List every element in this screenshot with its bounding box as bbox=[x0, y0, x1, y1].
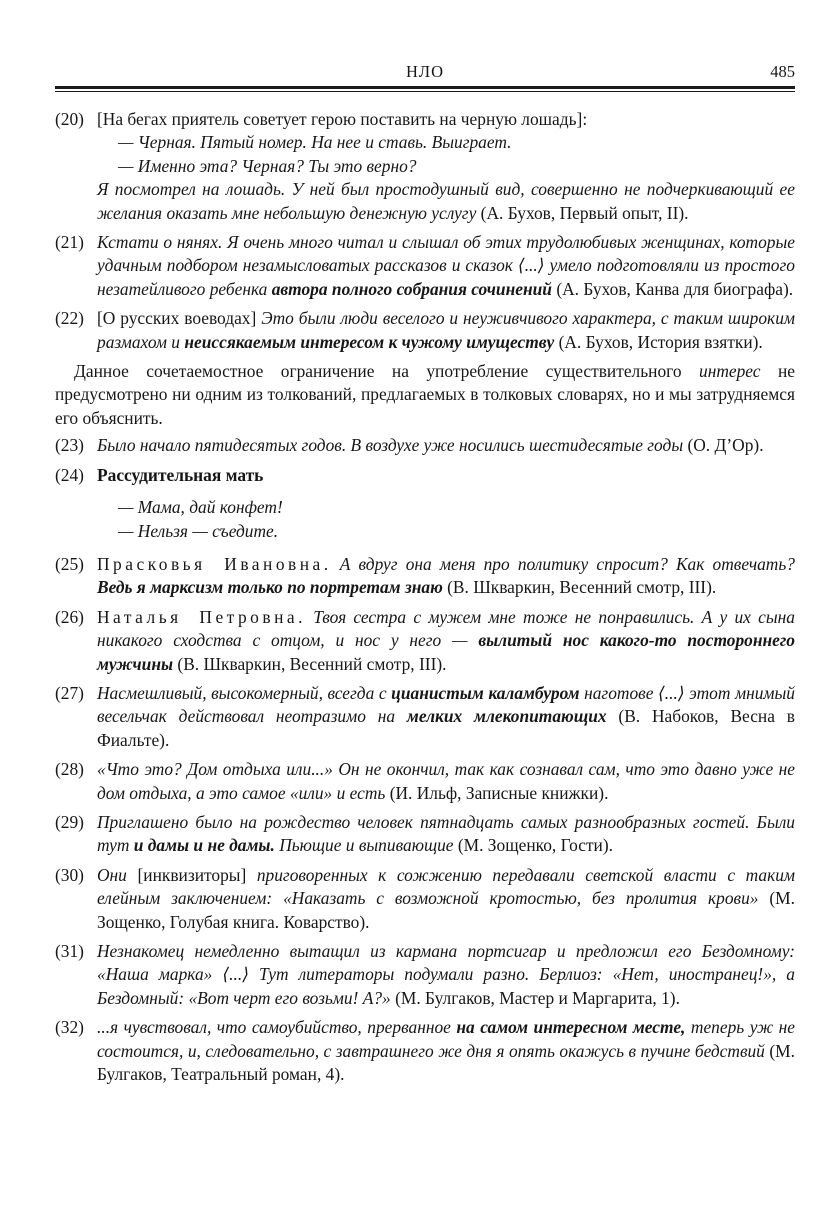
text-run: (А. Бухов, Канва для биографа). bbox=[556, 278, 794, 299]
running-title: НЛО bbox=[405, 62, 445, 81]
text-run: автора полного собрания сочинений bbox=[271, 278, 557, 299]
text-run: (А. Бухов, История взятки). bbox=[558, 331, 763, 352]
text-run: (М. Зощенко, Гости). bbox=[457, 835, 614, 856]
numbered-example bbox=[55, 464, 795, 543]
text-run: — Мама, дай конфет! bbox=[118, 497, 283, 518]
example-number: (32) bbox=[55, 1017, 84, 1038]
example-text bbox=[97, 864, 795, 934]
text-run: Прасковья Ивановна. bbox=[97, 553, 332, 574]
example-text bbox=[97, 682, 795, 752]
text-run: — Черная. Пятый номер. На нее и ставь. Выиграет. bbox=[118, 132, 512, 153]
text-run: на самом интересном месте, bbox=[456, 1017, 691, 1038]
example-text bbox=[97, 108, 795, 131]
example-number: (31) bbox=[55, 941, 84, 961]
numbered-example bbox=[55, 307, 795, 354]
text-run: — Нельзя — съедите. bbox=[118, 520, 279, 541]
text-run: Твоя сестра с мужем мне тоже не понравились. А у их сына никакого сходства с отцом, и нос у него — bbox=[97, 606, 795, 651]
example-text bbox=[97, 464, 795, 487]
example-text bbox=[97, 940, 795, 1010]
text-run: интерес bbox=[699, 361, 761, 382]
example-number: (28) bbox=[55, 759, 84, 780]
example-number: (29) bbox=[55, 811, 84, 832]
header-rule bbox=[55, 86, 795, 92]
dialog-line bbox=[97, 520, 795, 543]
text-run: «Что это? Дом отдыха или...» Он не окончил, так как сознавал сам, что это давно уже не дом отдыха, а это самое «или» и есть bbox=[97, 759, 795, 803]
text-run: Пьющие и выпивающие bbox=[279, 835, 458, 856]
numbered-example bbox=[55, 758, 795, 805]
text-run: неиссякаемым интересом к чужому имуществу bbox=[184, 331, 559, 352]
text-run: (М. Булгаков, Театральный роман, 4). bbox=[97, 1040, 795, 1085]
text-run: не предусмотрено ни одним из толкований, предлагаемых в толковых словарях, но и мы затрудняемся его объяснить. bbox=[55, 361, 795, 428]
example-number: (27) bbox=[55, 682, 84, 703]
text-run: (М. Зощенко, Голубая книга. Коварство). bbox=[97, 888, 795, 932]
text-run: (И. Ильф, Записные книжки). bbox=[389, 782, 609, 803]
dialog-line bbox=[97, 155, 795, 178]
numbered-example bbox=[55, 553, 795, 600]
content bbox=[55, 108, 795, 1086]
numbered-example bbox=[55, 108, 795, 225]
page-number: 485 bbox=[770, 62, 795, 81]
example-text bbox=[97, 1016, 795, 1086]
text-run: Приглашено было на рождество человек пятнадцать самых разнообразных гостей. Были тут bbox=[97, 811, 795, 856]
text-run: теперь уж не состоится, и, следовательно, с завтрашнего же дня я опять окажусь в пучине бедствий bbox=[97, 1017, 795, 1061]
text-run: Было начало пятидесятых годов. В воздухе уже носились шестидесятые годы bbox=[97, 435, 688, 456]
example-number: (26) bbox=[55, 606, 84, 627]
text-run: ...я чувствовал, что самоубийство, прерванное bbox=[97, 1017, 457, 1038]
text-run: А вдруг она меня про политику спросит? Как отвечать? bbox=[331, 553, 795, 574]
text-run: наготове ⟨...⟩ этот мнимый весельчак действовал неотразимо на bbox=[97, 682, 795, 727]
example-text bbox=[97, 178, 795, 225]
text-run: [На бегах приятель советует герою поставить на черную лошадь]: bbox=[97, 109, 588, 129]
example-number: (24) bbox=[55, 464, 84, 485]
example-number: (21) bbox=[55, 232, 84, 253]
dialog-line bbox=[97, 131, 795, 154]
numbered-example bbox=[55, 811, 795, 858]
text-run: [О русских воеводах] bbox=[97, 308, 262, 329]
example-text bbox=[97, 553, 795, 600]
numbered-example bbox=[55, 682, 795, 752]
text-run: Ведь я марксизм только по портретам знаю bbox=[97, 577, 448, 598]
text-run: Данное сочетаемостное ограничение на употребление существительного bbox=[74, 361, 699, 382]
example-number: (30) bbox=[55, 864, 84, 885]
text-run: Это были люди веселого и неуживчивого характера, с таким широким размахом и bbox=[97, 308, 795, 352]
example-number: (23) bbox=[55, 435, 84, 456]
text-run: (А. Бухов, Первый опыт, II). bbox=[480, 202, 689, 223]
text-run: Они bbox=[97, 864, 138, 885]
example-text bbox=[55, 360, 795, 430]
example-number: (20) bbox=[55, 109, 84, 129]
numbered-example bbox=[55, 606, 795, 676]
example-number: (25) bbox=[55, 553, 84, 574]
numbered-example bbox=[55, 231, 795, 301]
text-run: (М. Булгаков, Мастер и Маргарита, 1). bbox=[395, 987, 680, 1008]
text-run: Незнакомец немедленно вытащил из кармана портсигар и предложил его Бездомному: «Наша марка» ⟨...⟩ Тут литераторы подумали разно. Берлиоз: «Нет, иностранец!», а Бездомный: «Вот черт его возьми! А?» bbox=[97, 941, 795, 1008]
text-run: и дамы и не дамы. bbox=[133, 835, 280, 856]
numbered-example bbox=[55, 1016, 795, 1086]
numbered-example bbox=[55, 864, 795, 934]
text-run: мелких млекопитающих bbox=[406, 706, 619, 727]
text-run: (В. Шкваркин, Весенний смотр, III). bbox=[177, 653, 447, 674]
text-run: Я посмотрел на лошадь. У ней был простодушный вид, совершенно не подчеркивающий ее желания оказать мне небольшую денежную услугу bbox=[97, 179, 795, 223]
text-run: Кстати о нянях. Я очень много читал и слышал об этих трудолюбивых женщинах, которые удачным подбором незамысловатых рассказов и сказок ⟨...⟩ умело подготовляли из простого незатейливого ребенка bbox=[97, 232, 795, 299]
example-text bbox=[97, 758, 795, 805]
dialog-line bbox=[97, 496, 795, 519]
numbered-example bbox=[55, 940, 795, 1010]
example-text bbox=[97, 606, 795, 676]
intro-paragraph bbox=[55, 360, 795, 430]
example-text bbox=[97, 307, 795, 354]
example-number: (22) bbox=[55, 308, 84, 329]
text-run: Наталья Петровна. bbox=[97, 606, 306, 627]
text-run: Насмешливый, высокомерный, всегда с bbox=[97, 682, 392, 703]
text-run: (В. Шкваркин, Весенний смотр, III). bbox=[447, 577, 717, 598]
text-run: (О. Д’Ор). bbox=[687, 435, 764, 456]
text-run: цианистым каламбуром bbox=[391, 682, 585, 703]
text-run: вылитый нос какого-то постороннего мужчины bbox=[97, 630, 795, 674]
running-head bbox=[55, 62, 795, 84]
example-text bbox=[97, 231, 795, 301]
text-run: [инквизиторы] bbox=[137, 864, 257, 885]
text-run: (В. Набоков, Весна в Фиальте). bbox=[97, 706, 795, 750]
numbered-example bbox=[55, 434, 795, 457]
text-run: Рассудительная мать bbox=[97, 464, 264, 485]
text-run: — Именно эта? Черная? Ты это верно? bbox=[118, 155, 417, 176]
example-text bbox=[97, 434, 795, 457]
example-text bbox=[97, 811, 795, 858]
text-run: приговоренных к сожжению передавали светской власти с таким елейным заключением: «Наказать с возможной кротостью, без пролития крови» bbox=[97, 864, 796, 909]
